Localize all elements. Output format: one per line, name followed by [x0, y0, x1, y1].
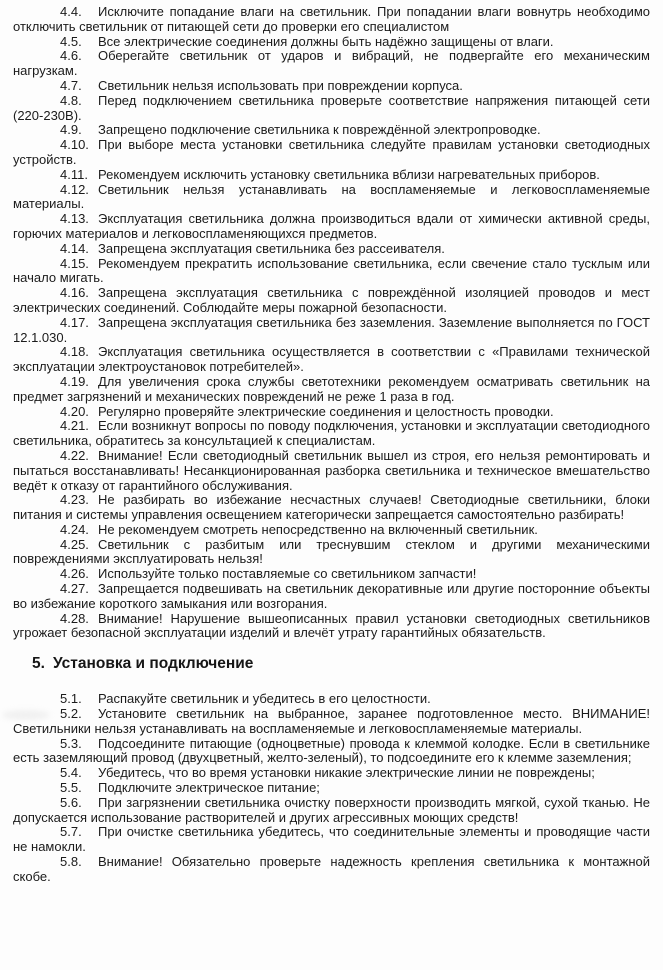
paragraph-text: При очистке светильника убедитесь, что соединительные элементы и проводящие части не намокли.	[13, 824, 650, 855]
paragraph-number: 4.26.	[60, 566, 89, 582]
paragraph-item	[13, 612, 650, 642]
paragraph-number: 4.12.	[60, 181, 89, 197]
section-5-heading-number: 5.	[32, 655, 45, 673]
paragraph-number: 4.11.	[60, 166, 88, 182]
paragraph-text: Запрещена эксплуатация светильника без заземления. Заземление выполняется по ГОСТ 12.1.030.	[13, 314, 650, 345]
paragraph-item	[13, 79, 650, 94]
paragraph-item	[13, 286, 650, 316]
paragraph-number: 5.5.	[60, 780, 82, 796]
paragraph-number: 4.22.	[60, 447, 89, 463]
paragraph-text: Распакуйте светильник и убедитесь в его целостности.	[98, 691, 431, 707]
paragraph-text: При загрязнении светильника очистку поверхности производить мягкой, сухой тканью. Не допускается использование растворителей и других агрессивных моющих средств!	[13, 794, 650, 825]
paragraph-text: Все электрические соединения должны быть надёжно защищены от влаги.	[98, 33, 554, 49]
paragraph-text: Запрещается подвешивать на светильник декоративные или другие посторонние объекты во избежание короткого замыкания или возгорания.	[13, 581, 650, 611]
paragraph-item	[13, 375, 650, 405]
paragraph-text: Эксплуатация светильника осуществляется в соответствии с «Правилами технической эксплуатации электроустановок потребителей».	[13, 344, 650, 375]
paragraph-item	[13, 168, 650, 183]
paragraph-item	[13, 138, 650, 168]
paragraph-item	[13, 5, 650, 35]
paragraph-text: Внимание! Если светодиодный светильник вышел из строя, его нельзя ремонтировать и пытаться восстанавливать! Несанкционированная разборка светильника и техническое вмешательство ведёт к отказу от гарантийного обслуживания.	[13, 447, 650, 493]
paragraph-text: Регулярно проверяйте электрические соединения и целостность проводки.	[98, 403, 554, 419]
paragraph-number: 4.18.	[60, 344, 89, 360]
paragraph-text: Внимание! Нарушение вышеописанных правил установки светодиодных светильников угрожает безопасной эксплуатации изделий и влечёт утрату гарантийных обязательств.	[13, 610, 650, 641]
paragraph-item	[13, 493, 650, 523]
paragraph-text: Если возникнут вопросы по поводу подключения, установки и эксплуатации светодиодного светильника, обратитесь за консультацией к специалистам.	[13, 418, 650, 449]
paragraph-item	[13, 257, 650, 287]
paragraph-number: 4.25.	[60, 536, 89, 552]
paragraph-item	[13, 796, 650, 826]
paragraph-item	[13, 707, 650, 737]
paragraph-number: 4.24.	[60, 521, 89, 537]
paragraph-text: Убедитесь, что во время установки никакие электрические линии не повреждены;	[98, 765, 595, 781]
paragraph-item	[13, 316, 650, 346]
paragraph-number: 4.23.	[60, 492, 89, 508]
paragraph-item	[13, 825, 650, 855]
paragraph-text: Исключите попадание влаги на светильник. При попадании влаги вовнутрь необходимо отключить светильник от питающей сети до проверки его специалистом	[13, 4, 650, 34]
section-5-install-paragraphs	[13, 692, 650, 884]
paragraph-text: Светильник с разбитым или треснувшим стеклом и другими механическими повреждениями эксплуатировать нельзя!	[13, 536, 650, 567]
paragraph-number: 4.6.	[60, 48, 82, 64]
paragraph-number: 4.16.	[60, 285, 89, 301]
paragraph-text: Не рекомендуем смотреть непосредственно на включенный светильник.	[98, 521, 538, 537]
paragraph-number: 4.7.	[60, 77, 82, 93]
paragraph-item	[13, 523, 650, 538]
paragraph-number: 4.15.	[60, 255, 89, 271]
paragraph-number: 4.19.	[60, 373, 89, 389]
paragraph-item	[13, 123, 650, 138]
paragraph-text: Светильник нельзя устанавливать на воспламеняемые и легковоспламеняемые материалы.	[13, 181, 650, 212]
paragraph-number: 4.27.	[60, 581, 89, 597]
paragraph-number: 4.5.	[60, 33, 82, 49]
paragraph-item	[13, 212, 650, 242]
paragraph-item	[13, 567, 650, 582]
section-5-heading-title: Установка и подключение	[53, 655, 254, 673]
paragraph-item	[13, 242, 650, 257]
paragraph-number: 5.3.	[60, 735, 82, 751]
paragraph-item	[13, 345, 650, 375]
paragraph-item	[13, 855, 650, 885]
paragraph-number: 4.21.	[60, 418, 89, 434]
paragraph-text: Установите светильник на выбранное, заранее подготовленное место. ВНИМАНИЕ! Светильники нельзя устанавливать на воспламеняемые и легковоспламеняемые материалы.	[13, 706, 650, 736]
paragraph-text: Для увеличения срока службы светотехники рекомендуем осматривать светильник на предмет загрязнений и механических повреждений не реже 1 раза в год.	[13, 373, 650, 404]
paragraph-item	[13, 94, 650, 124]
paragraph-number: 5.7.	[60, 824, 82, 840]
paragraph-text: Подключите электрическое питание;	[98, 780, 320, 796]
paragraph-number: 5.2.	[60, 706, 82, 722]
paragraph-number: 5.1.	[60, 691, 82, 707]
section-5-heading	[32, 655, 650, 673]
paragraph-item	[13, 449, 650, 493]
paragraph-number: 4.28.	[60, 610, 89, 626]
paragraph-number: 4.4.	[60, 4, 82, 19]
paragraph-item	[13, 183, 650, 213]
paragraph-item	[13, 49, 650, 79]
paragraph-text: Рекомендуем исключить установку светильника вблизи нагревательных приборов.	[98, 166, 600, 182]
paragraph-text: Запрещена эксплуатация светильника без рассеивателя.	[98, 240, 445, 256]
paragraph-number: 4.10.	[60, 137, 89, 153]
paragraph-item	[13, 582, 650, 612]
paragraph-text: Используйте только поставляемые со светильником запчасти!	[98, 566, 477, 582]
paragraph-item	[13, 781, 650, 796]
paragraph-item	[13, 737, 650, 767]
paragraph-number: 4.9.	[60, 122, 82, 138]
paragraph-number: 5.8.	[60, 854, 82, 870]
paragraph-item	[13, 405, 650, 420]
section-4-safety-paragraphs	[13, 5, 650, 641]
paragraph-item	[13, 419, 650, 449]
paragraph-number: 4.13.	[60, 211, 89, 227]
paragraph-text: Запрещено подключение светильника к повреждённой электропроводке.	[98, 122, 541, 138]
paragraph-item	[13, 766, 650, 781]
paragraph-text: Не разбирать во избежание несчастных случаев! Светодиодные светильники, блоки питания и системы управления освещением категорически запрещается самостоятельно разбирать!	[13, 492, 650, 523]
paragraph-item	[13, 538, 650, 568]
paragraph-text: При выборе места установки светильника следуйте правилам установки светодиодных устройств.	[13, 137, 650, 167]
paragraph-number: 4.14.	[60, 240, 89, 256]
paragraph-number: 4.20.	[60, 403, 89, 419]
paragraph-text: Перед подключением светильника проверьте соответствие напряжения питающей сети (220-230В).	[13, 92, 650, 123]
paragraph-item	[13, 35, 650, 50]
paragraph-text: Рекомендуем прекратить использование светильника, если свечение стало тусклым или начало мигать.	[13, 255, 650, 286]
paragraph-item	[13, 692, 650, 707]
paragraph-number: 4.17.	[60, 314, 89, 330]
paragraph-text: Внимание! Обязательно проверьте надежность крепления светильника к монтажной скобе.	[13, 854, 650, 884]
paragraph-text: Эксплуатация светильника должна производиться вдали от химически активной среды, горючих материалов и легковоспламеняющихся предметов.	[13, 211, 650, 241]
paragraph-text: Светильник нельзя использовать при повреждении корпуса.	[98, 77, 463, 93]
paragraph-number: 5.4.	[60, 765, 82, 781]
paragraph-text: Запрещена эксплуатация светильника с повреждённой изоляцией проводов и мест электрических соединений. Соблюдайте меры пожарной безопасности.	[13, 285, 650, 315]
paragraph-text: Подсоедините питающие (одноцветные) провода к клеммой колодке. Если в светильнике есть заземляющий провод (двухцветный, желто-зеленый), то подсоедините его к клемме заземления;	[13, 735, 650, 766]
paragraph-text: Оберегайте светильник от ударов и вибраций, не подвергайте его механическим нагрузкам.	[13, 48, 650, 79]
paragraph-number: 4.8.	[60, 92, 82, 108]
paragraph-number: 5.6.	[60, 794, 82, 810]
scan-artifact	[2, 710, 50, 720]
